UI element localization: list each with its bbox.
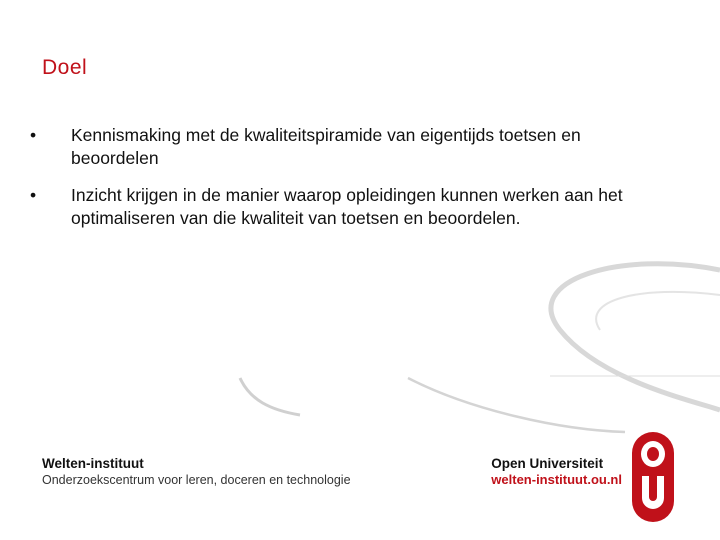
bullet-text: Inzicht krijgen in de manier waarop opleidingen kunnen werken aan het optimaliseren van die kwaliteit van toetsen en beoordelen. <box>71 185 623 228</box>
footer-left-branding <box>42 456 351 488</box>
footer-right-branding <box>491 456 622 488</box>
bullet-item <box>30 124 650 170</box>
slide-title: Doel <box>42 56 88 79</box>
bullet-text: Kennismaking met de kwaliteitspiramide van eigentijds toetsen en beoordelen <box>71 125 581 168</box>
university-name: Open Universiteit <box>491 456 604 471</box>
open-universiteit-logo-icon <box>632 432 674 522</box>
institute-subtitle: Onderzoekscentrum voor leren, doceren en technologie <box>42 473 351 487</box>
institute-name: Welten-instituut <box>42 456 144 471</box>
bullet-marker: • <box>30 125 37 145</box>
bullet-list <box>30 124 650 244</box>
website-url: welten-instituut.ou.nl <box>491 472 622 487</box>
bullet-marker: • <box>30 185 37 205</box>
bullet-item <box>30 184 650 230</box>
